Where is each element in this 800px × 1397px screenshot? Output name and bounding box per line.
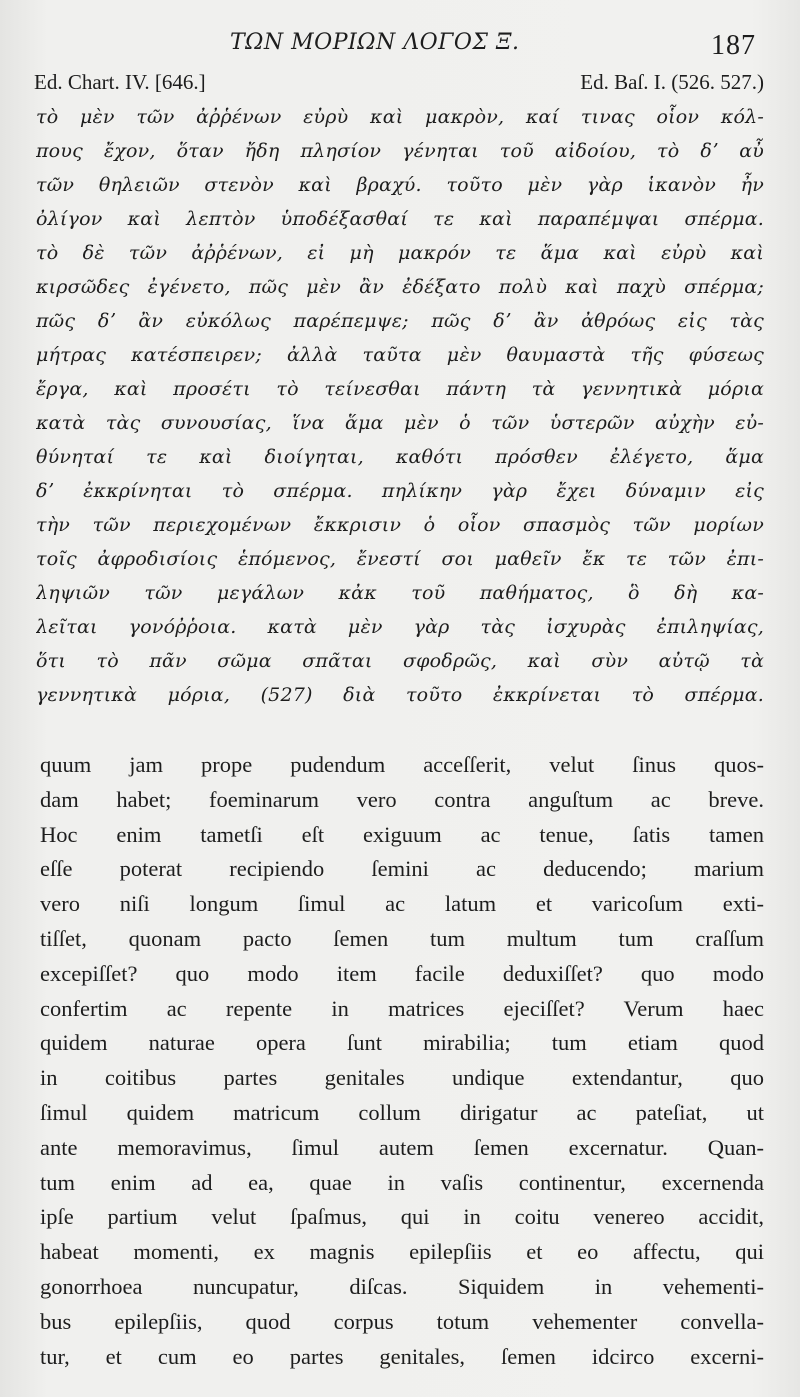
greek-line: ληψιῶν τῶν μεγάλων κἀκ τοῦ παθήματος, ὃ δὴ κα- xyxy=(36,582,764,604)
greek-line: τῶν θηλειῶν στενὸν καὶ βραχύ. τοῦτο μὲν γὰρ ἱκανὸν ἦν xyxy=(36,174,764,196)
latin-line: quidem naturae opera ſunt mirabilia; tum etiam quod xyxy=(40,1030,764,1056)
greek-line: τὸ μὲν τῶν ἀῤῥένων εὐρὺ καὶ μακρὸν, καί τινας οἷον κόλ- xyxy=(36,106,764,128)
latin-text-block xyxy=(40,748,764,1374)
latin-line: quum jam prope pudendum acceſſerit, velut ſinus quos- xyxy=(40,752,764,777)
latin-line: vero niſi longum ſimul ac latum et varicoſum exti- xyxy=(40,891,764,917)
edition-references xyxy=(34,70,764,100)
latin-line: tum enim ad ea, quae in vaſis continentur, excernenda xyxy=(40,1169,764,1195)
latin-line: Hoc enim tametſi eſt exiguum ac tenue, ſatis tamen xyxy=(40,821,764,847)
greek-line: τὴν τῶν περιεχομένων ἔκκρισιν ὁ οἷον σπασμὸς τῶν μορίων xyxy=(36,514,764,536)
latin-line: confertim ac repente in matrices ejeciſſet? Verum haec xyxy=(40,995,764,1021)
greek-line: γεννητικὰ μόρια, (527) διὰ τοῦτο ἐκκρίνεται τὸ σπέρμα. xyxy=(36,684,764,706)
greek-line: κιρσῶδες ἐγένετο, πῶς μὲν ἂν ἐδέξατο πολὺ καὶ παχὺ σπέρμα; xyxy=(36,276,764,298)
greek-line: θύνηταί τε καὶ διοίγηται, καθότι πρόσθεν ἐλέγετο, ἅμα xyxy=(36,446,764,468)
greek-line: τοῖς ἀφροδισίοις ἑπόμενος, ἔνεστί σοι μαθεῖν ἔκ τε τῶν ἐπι- xyxy=(36,548,764,570)
latin-line: dam habet; foeminarum vero contra anguſtum ac breve. xyxy=(40,786,764,812)
latin-line: habeat momenti, ex magnis epilepſiis et eo affectu, qui xyxy=(40,1239,764,1265)
edition-chartier-ref: Ed. Chart. IV. [646.] xyxy=(34,70,206,94)
latin-line: tiſſet, quonam pacto ſemen tum multum tum craſſum xyxy=(40,925,764,951)
latin-line: in coitibus partes genitales undique extendantur, quo xyxy=(40,1065,764,1091)
greek-line: πους ἔχον, ὅταν ἤδη πλησίον γένηται τοῦ αἰδοίου, τὸ δʼ αὖ xyxy=(36,140,764,162)
greek-line: μήτρας κατέσπειρεν; ἀλλὰ ταῦτα μὲν θαυμαστὰ τῆς φύσεως xyxy=(36,344,764,366)
latin-line: bus epilepſiis, quod corpus totum vehementer convella- xyxy=(40,1308,764,1334)
greek-line: τὸ δὲ τῶν ἀῤῥένων, εἰ μὴ μακρόν τε ἅμα καὶ εὐρὺ καὶ xyxy=(36,242,764,264)
running-head xyxy=(0,28,800,64)
latin-line: tur, et cum eo partes genitales, ſemen idcirco excerni- xyxy=(40,1343,764,1369)
latin-line: ipſe partium velut ſpaſmus, qui in coitu venereo accidit, xyxy=(40,1204,764,1230)
greek-line: ὀλίγον καὶ λεπτὸν ὑποδέξασθαί τε καὶ παραπέμψαι σπέρμα. xyxy=(36,208,764,230)
latin-line: ſimul quidem matricum collum dirigatur ac pateſiat, ut xyxy=(40,1099,764,1125)
latin-line: excepiſſet? quo modo item facile deduxiſſet? quo modo xyxy=(40,960,764,986)
latin-line: ante memoravimus, ſimul autem ſemen excernatur. Quan- xyxy=(40,1134,764,1160)
latin-line: eſſe poterat recipiendo ſemini ac deducendo; marium xyxy=(40,856,764,882)
greek-line: ὅτι τὸ πᾶν σῶμα σπᾶται σφοδρῶς, καὶ σὺν αὐτῷ τὰ xyxy=(36,650,764,672)
greek-line: πῶς δʼ ἂν εὐκόλως παρέπεμψε; πῶς δʼ ἂν ἀθρόως εἰς τὰς xyxy=(36,310,764,332)
running-title: ΤΩΝ ΜΟΡΙΩΝ ΛΟΓΟΣ Ξ. xyxy=(230,30,520,55)
greek-line: ἔργα, καὶ προσέτι τὸ τείνεσθαι πάντη τὰ γεννητικὰ μόρια xyxy=(36,378,764,400)
greek-text-block xyxy=(36,100,764,712)
greek-line: λεῖται γονόῤῥοια. κατὰ μὲν γὰρ τὰς ἰσχυρὰς ἐπιληψίας, xyxy=(36,616,764,638)
page-number: 187 xyxy=(711,30,756,61)
latin-line: gonorrhoea nuncupatur, diſcas. Siquidem in vehementi- xyxy=(40,1273,764,1299)
greek-line: κατὰ τὰς συνουσίας, ἵνα ἅμα μὲν ὁ τῶν ὑστερῶν αὐχὴν εὐ- xyxy=(36,412,764,434)
edition-basel-ref: Ed. Baſ. I. (526. 527.) xyxy=(580,70,764,94)
greek-line: δʼ ἐκκρίνηται τὸ σπέρμα. πηλίκην γὰρ ἔχει δύναμιν εἰς xyxy=(36,480,764,502)
